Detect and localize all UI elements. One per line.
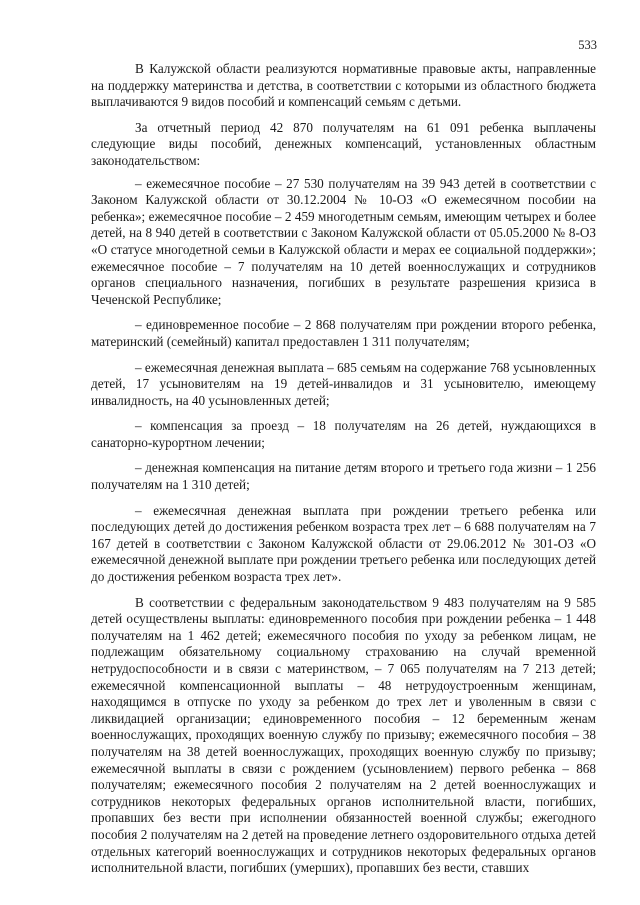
list-item-nutrition-compensation: – денежная компенсация на питание детям второго и третьего года жизни – 1 256 получателям на 1 310 детей;: [91, 460, 596, 493]
document-body: [91, 61, 596, 886]
list-item-lump-sum-allowance: – единовременное пособие – 2 868 получателям при рождении второго ребенка, материнский (семейный) капитал предоставлен 1 311 получателям;: [91, 317, 596, 349]
paragraph-federal-payments: В соответствии с федеральным законодательством 9 483 получателям на 9 585 детей осуществлены выплаты: единовременного пособия при рождении ребенка – 1 448 получателям на 1 462 детей; ежемесячного пособия по уходу за ребенком лицам, не подлежащим обязательному социальному страхованию на случай временной нетрудоспособности и в связи с материнством, – 7 065 получателям на 7 213 детей; ежемесячной компенсационной выплаты – 48 нетрудоустроенным женщинам, находящимся в отпуске по уходу за ребенком до трех лет и уволенным в связи с ликвидацией организации; единовременного пособия – 12 беременным женам военнослужащих, проходящих военную службу по призыву; ежемесячного пособия – 38 получателям на 38 детей военнослужащих, проходящих военную службу по призыву; ежемесячной выплаты в связи с рождением (усыновлением) первого ребенка – 868 получателям; ежемесячного пособия 2 получателям на 2 детей военнослужащих и сотрудников некоторых федеральных органов исполнительной власти, погибших, пропавших без вести при исполнении обязанностей военной службы; ежегодного пособия 2 получателям на 2 детей на проведение летнего оздоровительного отдыха детей отдельных категорий военнослужащих и сотрудников некоторых федеральных органов исполнительной власти, погибших (умерших), пропавших без вести, ставших: [91, 594, 596, 876]
paragraph-intro: В Калужской области реализуются нормативные правовые акты, направленные на поддержку материнства и детства, в соответствии с которыми из областного бюджета выплачиваются 9 видов пособий и компенсаций семьям с детьми.: [91, 61, 596, 110]
list-item-adoption-payment: – ежемесячная денежная выплата – 685 семьям на содержание 768 усыновленных детей, 17 усыновителям на 19 детей-инвалидов и 31 усыновителю, имеющему инвалидность, на 40 усыновленных детей;: [91, 359, 596, 408]
list-item-travel-compensation: – компенсация за проезд – 18 получателям на 26 детей, нуждающихся в санаторно-курортном лечении;: [91, 418, 596, 450]
paragraph-reporting-period: За отчетный период 42 870 получателям на 61 091 ребенка выплачены следующие виды пособий, денежных компенсаций, установленных областным законодательством:: [91, 119, 596, 168]
list-item-third-child-payment: – ежемесячная денежная выплата при рождении третьего ребенка или последующих детей до достижения ребенком возраста трех лет – 6 688 получателям на 7 167 детей в соответствии с Законом Калужской области от 29.06.2012 № 301-ОЗ «О ежемесячной денежной выплате при рождении третьего ребенка или последующих детей до достижения ребенком возраста трех лет».: [91, 502, 596, 585]
page-number: 533: [578, 38, 597, 52]
list-item-monthly-allowance: – ежемесячное пособие – 27 530 получателям на 39 943 детей в соответствии с Законом Калужской области от 30.12.2004 № 10-ОЗ «О ежемесячном пособии на ребенка»; ежемесячное пособие – 2 459 многодетным семьям, имеющим четырех и более детей, на 8 940 детей в соответствии с Законом Калужской области от 05.05.2000 № 8-ОЗ «О статусе многодетной семьи в Калужской области и мерах ее социальной поддержки»; ежемесячное пособие – 7 получателям на 10 детей военнослужащих и сотрудников органов специального назначения, погибших в результате разрешения кризиса в Чеченской Республике;: [91, 175, 596, 307]
